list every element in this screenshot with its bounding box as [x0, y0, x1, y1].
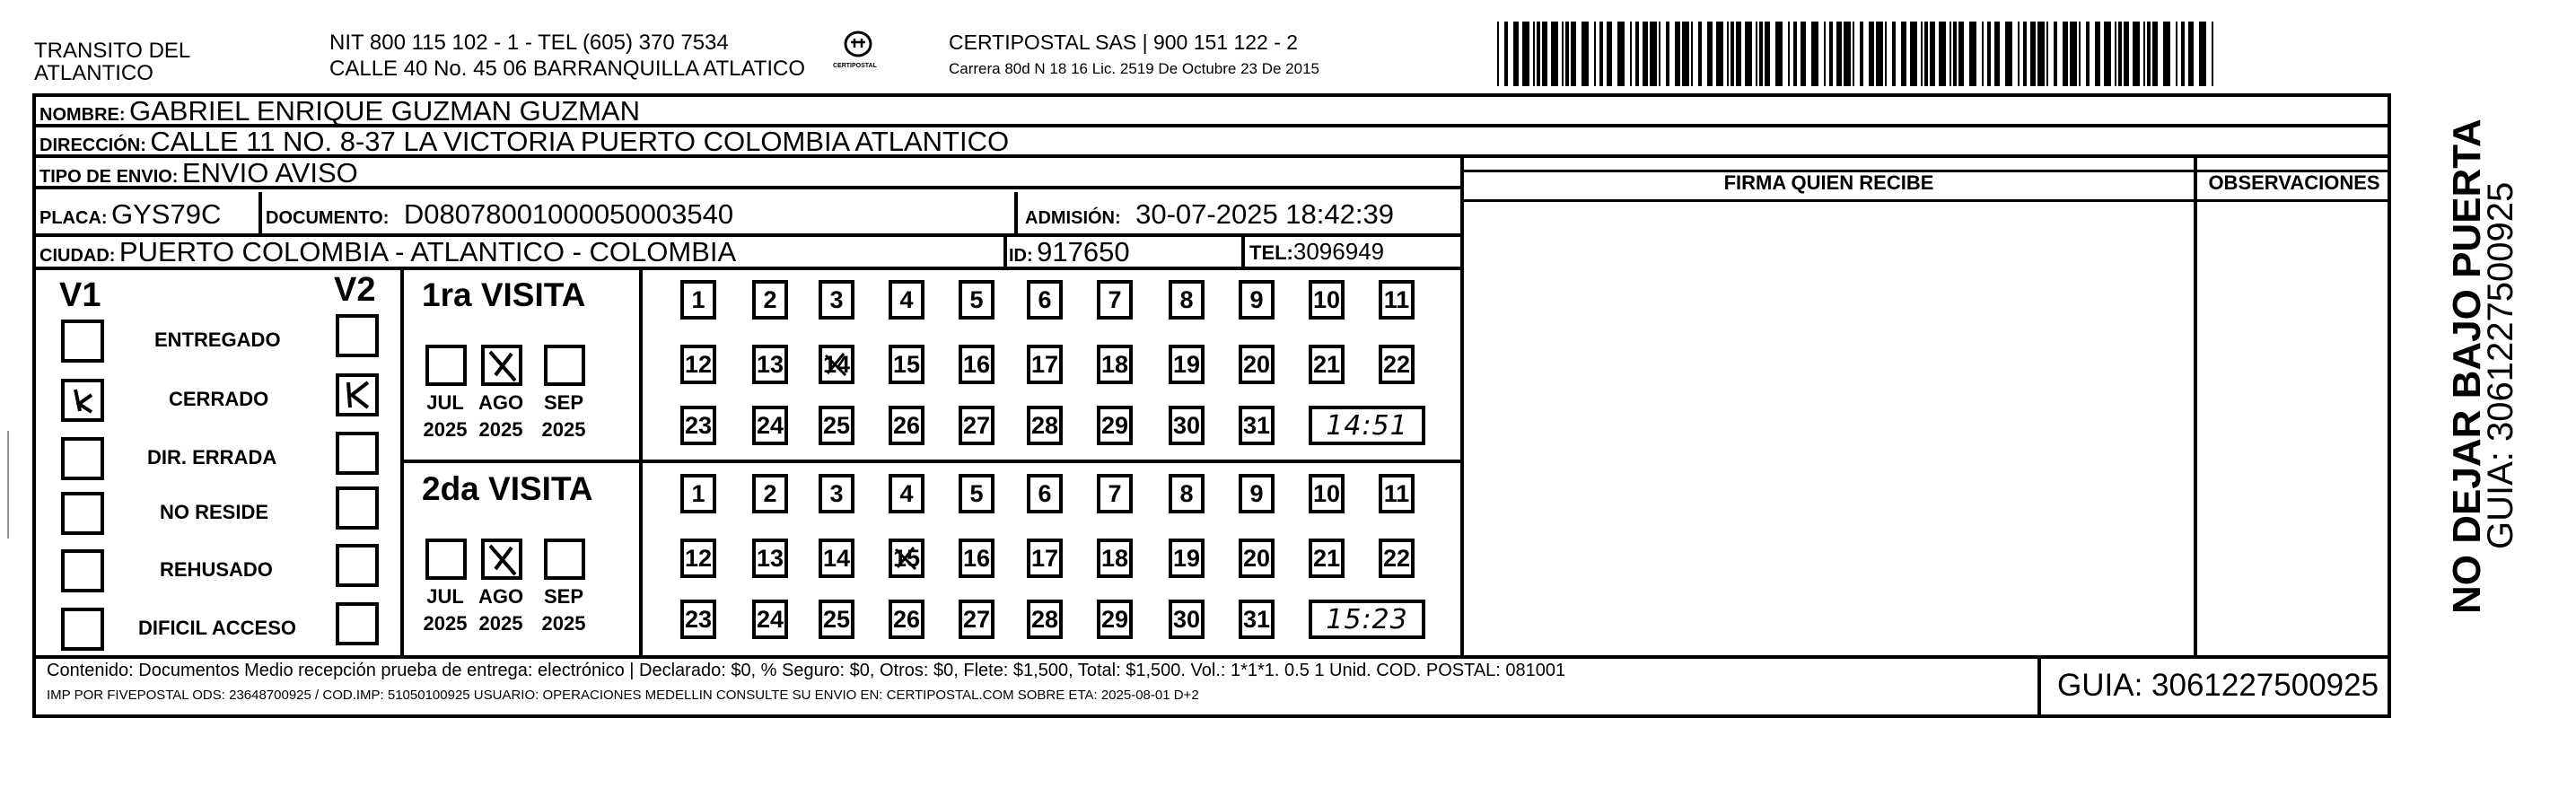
v2-checkbox[interactable]	[336, 314, 379, 357]
barcode-bar	[1950, 22, 1951, 86]
v2-checkbox[interactable]	[336, 544, 379, 587]
day-cell[interactable]: 11	[1379, 474, 1415, 513]
barcode-bar	[1885, 22, 1887, 86]
day-cell[interactable]: 16	[959, 345, 994, 384]
barcode-bar	[2063, 22, 2068, 86]
status-label: ENTREGADO	[154, 329, 281, 351]
firma-header: FIRMA QUIEN RECIBE	[1723, 171, 1934, 194]
nombre-value: GABRIEL ENRIQUE GUZMAN GUZMAN	[129, 95, 640, 127]
barcode-bar	[2086, 22, 2090, 86]
barcode-bar	[1788, 22, 1790, 86]
month-label	[418, 583, 472, 637]
admision-value: 30-07-2025 18:42:39	[1135, 198, 1394, 230]
day-cell[interactable]: 14	[819, 345, 854, 384]
barcode-bar	[1910, 22, 1917, 86]
contenido-line: Contenido: Documentos Medio recepción prueba de entrega: electrónico | Declarado: $0, % Seguro: $0, Otros: $0, Flete: $1,500, Total: $1,500. Vol.: 1*1*1. 0.5 1 Unid. COD. POSTAL: 081001	[47, 661, 1566, 680]
license-line: Carrera 80d N 18 16 Lic. 2519 De Octubre 23 De 2015	[949, 60, 1319, 77]
v1-checkbox[interactable]	[61, 437, 104, 480]
barcode-bar	[2070, 22, 2077, 86]
barcode-bar	[1811, 22, 1818, 86]
day-cell[interactable]: 17	[1027, 345, 1063, 384]
barcode-bar	[1716, 22, 1723, 86]
day-cell[interactable]: 19	[1169, 539, 1205, 578]
barcode-bar	[1562, 22, 1564, 86]
id-field	[1009, 236, 1130, 268]
day-cell[interactable]: 29	[1097, 406, 1133, 445]
day-cell[interactable]: 7	[1097, 280, 1133, 320]
barcode-bar	[2005, 22, 2012, 86]
barcode-bar	[2054, 22, 2057, 86]
day-cell[interactable]: 31	[1239, 600, 1275, 639]
day-cell[interactable]: 29	[1097, 600, 1133, 639]
month-label	[537, 583, 591, 637]
month-year: 2025	[423, 418, 468, 441]
status-label: REHUSADO	[160, 558, 273, 581]
barcode-bar	[1860, 22, 1863, 86]
month-name: JUL	[426, 585, 464, 608]
barcode-bar	[1876, 22, 1883, 86]
day-cell[interactable]: 25	[819, 406, 854, 445]
day-cell[interactable]: 16	[959, 539, 994, 578]
ciudad-label: CIUDAD:	[39, 246, 116, 266]
barcode-bar	[1599, 22, 1603, 86]
day-cell[interactable]: 31	[1239, 406, 1275, 445]
month-checkbox[interactable]	[544, 539, 585, 580]
day-cell[interactable]: 17	[1027, 539, 1063, 578]
day-cell[interactable]: 30	[1169, 406, 1205, 445]
v1-label: V1	[59, 276, 101, 314]
day-cell[interactable]: 27	[959, 600, 994, 639]
tipo-row	[39, 157, 358, 189]
barcode-bar	[2037, 22, 2045, 86]
documento-field	[266, 198, 733, 231]
day-cell[interactable]: 14	[819, 539, 854, 578]
barcode-bar	[1630, 22, 1632, 86]
sender-info	[329, 30, 805, 82]
month-label	[474, 583, 528, 637]
barcode-bar	[2152, 22, 2158, 86]
day-cell[interactable]: 4	[889, 280, 924, 320]
v1-checkbox[interactable]	[61, 320, 104, 363]
month-label	[418, 390, 472, 443]
barcode-bar	[1682, 22, 1689, 86]
side-warning: NO DEJAR BAJO PUERTA	[2445, 118, 2489, 614]
company-info	[949, 29, 1319, 83]
barcode-bar	[1551, 22, 1558, 86]
day-cell[interactable]: 8	[1169, 474, 1205, 513]
day-cell[interactable]: 25	[819, 600, 854, 639]
barcode-bar	[1775, 22, 1783, 86]
day-cell[interactable]: 15	[889, 345, 924, 384]
day-cell[interactable]: 19	[1169, 345, 1205, 384]
day-cell[interactable]: 27	[959, 406, 994, 445]
barcode-bar	[1756, 22, 1757, 86]
day-cell[interactable]: 9	[1239, 280, 1275, 320]
barcode-bar	[1939, 22, 1946, 86]
month-checkbox[interactable]	[481, 539, 522, 580]
barcode-bar	[1522, 22, 1529, 86]
barcode-bar	[1969, 22, 1976, 86]
day-cell[interactable]: 28	[1027, 406, 1063, 445]
day-cell[interactable]: 22	[1379, 345, 1415, 384]
v1-checkbox[interactable]	[61, 549, 104, 592]
month-name: SEP	[543, 585, 584, 608]
barcode-bar	[1513, 22, 1519, 86]
day-cell[interactable]: 6	[1027, 280, 1063, 320]
barcode-bar	[1892, 22, 1896, 86]
status-label: DIR. ERRADA	[147, 446, 277, 469]
barcode-bar	[1675, 22, 1680, 86]
sender-line-1: TRANSITO DEL	[34, 39, 191, 63]
month-name: AGO	[478, 585, 524, 608]
day-cell[interactable]: 13	[752, 539, 788, 578]
day-cell[interactable]: 4	[889, 474, 924, 513]
barcode-bar	[1617, 22, 1625, 86]
barcode-bar	[2046, 22, 2048, 86]
barcode-bar	[2115, 22, 2116, 86]
barcode-bar	[1691, 22, 1693, 86]
barcode-bar	[2030, 22, 2036, 86]
day-cell[interactable]: 28	[1027, 600, 1063, 639]
barcode-bar	[2163, 22, 2170, 86]
barcode-bar	[1582, 22, 1589, 86]
barcode-bar	[2212, 22, 2213, 86]
v1-checkbox[interactable]	[61, 379, 104, 422]
day-cell[interactable]: 23	[680, 406, 716, 445]
barcode-bar	[2079, 22, 2081, 86]
day-cell[interactable]: 24	[752, 600, 788, 639]
barcode-bar	[1698, 22, 1702, 86]
direccion-value: CALLE 11 NO. 8-37 LA VICTORIA PUERTO COLOMBIA ATLANTICO	[150, 126, 1010, 157]
barcode-bar	[1801, 22, 1806, 86]
day-cell[interactable]: 2	[752, 474, 788, 513]
day-cell[interactable]: 12	[680, 539, 716, 578]
ciudad-value: PUERTO COLOMBIA - ATLANTICO - COLOMBIA	[118, 236, 737, 267]
barcode-bar	[1853, 22, 1854, 86]
day-cell[interactable]: 9	[1239, 474, 1275, 513]
logo-text: CERTIPOSTAL	[833, 63, 877, 69]
day-cell[interactable]: 13	[752, 345, 788, 384]
barcode-bar	[1921, 22, 1923, 86]
barcode-bar	[1869, 22, 1874, 86]
barcode-bar	[1829, 22, 1833, 86]
month-label	[537, 390, 591, 443]
barcode-bar	[1635, 22, 1639, 86]
barcode-bar	[2133, 22, 2140, 86]
month-name: JUL	[426, 391, 464, 414]
month-checkbox[interactable]	[425, 539, 467, 580]
company-line: CERTIPOSTAL SAS | 900 151 122 - 2	[949, 31, 1299, 54]
admision-field	[1025, 198, 1394, 231]
day-cell[interactable]: 24	[752, 406, 788, 445]
day-cell[interactable]: 5	[959, 474, 994, 513]
barcode-bar	[1793, 22, 1797, 86]
barcode-bar	[2199, 22, 2206, 86]
sender-line-2: ATLANTICO	[34, 61, 153, 85]
barcode-bar	[1643, 22, 1648, 86]
visit-title: 2da VISITA	[422, 470, 593, 507]
day-cell[interactable]: 3	[819, 474, 854, 513]
month-name: SEP	[543, 391, 584, 414]
barcode-bar	[1958, 22, 1964, 86]
barcode-bar	[1650, 22, 1657, 86]
barcode-bar	[1571, 22, 1576, 86]
status-label: CERRADO	[169, 388, 269, 410]
day-cell[interactable]: 10	[1309, 280, 1345, 320]
barcode-bar	[1994, 22, 2000, 86]
day-cell[interactable]: 30	[1169, 600, 1205, 639]
barcode-bar	[2181, 22, 2185, 86]
barcode	[1497, 22, 2221, 86]
day-cell[interactable]: 3	[819, 280, 854, 320]
month-year: 2025	[541, 418, 586, 441]
barcode-bar	[1844, 22, 1851, 86]
day-cell[interactable]: 6	[1027, 474, 1063, 513]
barcode-bar	[1727, 22, 1729, 86]
nombre-label: NOMBRE:	[39, 105, 126, 125]
barcode-bar	[2176, 22, 2177, 86]
barcode-bar	[1537, 22, 1540, 86]
day-cell[interactable]: 26	[889, 600, 924, 639]
month-checkbox[interactable]	[425, 345, 467, 386]
barcode-bar	[1765, 22, 1770, 86]
day-cell[interactable]: 2	[752, 280, 788, 320]
admision-label: ADMISIÓN:	[1025, 208, 1121, 228]
day-cell[interactable]: 18	[1097, 539, 1133, 578]
barcode-bar	[1504, 22, 1508, 86]
barcode-bar	[1707, 22, 1713, 86]
nit-line: NIT 800 115 102 - 1 - TEL (605) 370 7534	[329, 31, 729, 55]
id-label: ID:	[1009, 246, 1033, 266]
day-cell[interactable]: 5	[959, 280, 994, 320]
barcode-bar	[1930, 22, 1935, 86]
v1-checkbox[interactable]	[61, 492, 104, 535]
barcode-bar	[1666, 22, 1669, 86]
month-checkbox[interactable]	[481, 345, 522, 386]
tel-field	[1249, 238, 1384, 266]
v2-checkbox[interactable]	[336, 373, 379, 416]
barcode-bar	[1901, 22, 1906, 86]
barcode-bar	[1542, 22, 1547, 86]
month-year: 2025	[478, 418, 523, 441]
barcode-bar	[1594, 22, 1596, 86]
day-cell[interactable]: 11	[1379, 280, 1415, 320]
footer-guia: GUIA: 3061227500925	[2057, 668, 2379, 703]
nombre-row	[39, 95, 640, 127]
barcode-bar	[1730, 22, 1734, 86]
placa-label: PLACA:	[39, 208, 108, 228]
day-cell[interactable]: 12	[680, 345, 716, 384]
ciudad-field	[39, 236, 736, 268]
documento-value: D08078001000050003540	[403, 198, 734, 230]
tel-value: 3096949	[1292, 238, 1385, 265]
v2-checkbox[interactable]	[336, 432, 379, 475]
day-cell[interactable]: 21	[1309, 345, 1345, 384]
sender-name	[34, 39, 190, 84]
barcode-bar	[2095, 22, 2100, 86]
tel-label: TEL:	[1249, 241, 1293, 264]
barcode-bar	[1497, 22, 1499, 86]
barcode-bar	[1953, 22, 1957, 86]
status-label: NO RESIDE	[160, 501, 269, 523]
month-year: 2025	[478, 612, 523, 635]
month-year: 2025	[541, 612, 586, 635]
month-label	[474, 390, 528, 443]
scan-edge-mark	[7, 431, 9, 539]
month-name: AGO	[478, 391, 524, 414]
status-label: DIFICIL ACCESO	[138, 617, 297, 639]
barcode-bar	[2023, 22, 2027, 86]
barcode-bar	[1924, 22, 1928, 86]
sender-address: CALLE 40 No. 45 06 BARRANQUILLA ATLATICO	[329, 57, 806, 81]
barcode-bar	[1836, 22, 1842, 86]
day-cell[interactable]: 20	[1239, 345, 1275, 384]
barcode-bar	[2104, 22, 2111, 86]
barcode-bar	[1736, 22, 1741, 86]
barcode-bar	[1759, 22, 1763, 86]
month-checkbox[interactable]	[544, 345, 585, 386]
day-cell[interactable]: 10	[1309, 474, 1345, 513]
barcode-bar	[1607, 22, 1612, 86]
month-year: 2025	[423, 612, 468, 635]
documento-label: DOCUMENTO:	[266, 208, 390, 228]
barcode-bar	[1987, 22, 1991, 86]
barcode-bar	[2188, 22, 2194, 86]
day-cell[interactable]: 1	[680, 474, 716, 513]
day-cell[interactable]: 20	[1239, 539, 1275, 578]
barcode-bar	[1533, 22, 1535, 86]
day-cell[interactable]: 26	[889, 406, 924, 445]
day-cell[interactable]: 8	[1169, 280, 1205, 320]
barcode-bar	[2118, 22, 2122, 86]
placa-value: GYS79C	[111, 198, 222, 230]
v2-checkbox[interactable]	[336, 486, 379, 530]
barcode-bar	[1745, 22, 1752, 86]
barcode-bar	[2124, 22, 2129, 86]
barcode-bar	[1659, 22, 1660, 86]
barcode-bar	[1982, 22, 1984, 86]
barcode-bar	[1565, 22, 1569, 86]
id-value: 917650	[1037, 236, 1130, 267]
v2-label: V2	[334, 271, 376, 309]
barcode-bar	[1824, 22, 1826, 86]
visit-title: 1ra VISITA	[422, 276, 586, 313]
v2-checkbox[interactable]	[336, 602, 379, 645]
barcode-bar	[2147, 22, 2151, 86]
day-cell[interactable]: 18	[1097, 345, 1133, 384]
visit-time: 15:23	[1309, 600, 1425, 639]
observaciones-header: OBSERVACIONES	[2208, 171, 2380, 194]
day-cell[interactable]: 23	[680, 600, 716, 639]
certipostal-logo	[831, 27, 885, 81]
tipo-label: TIPO DE ENVIO:	[39, 167, 179, 187]
imp-line: IMP POR FIVEPOSTAL ODS: 23648700925 / COD.IMP: 51050100925 USUARIO: OPERACIONES MEDELLIN CONSULTE SU ENVIO EN: CERTIPOSTAL.COM SOBRE ETA: 2025-08-01 D+2	[47, 688, 1199, 703]
day-cell[interactable]: 21	[1309, 539, 1345, 578]
day-cell[interactable]: 22	[1379, 539, 1415, 578]
v1-checkbox[interactable]	[61, 608, 104, 651]
direccion-label: DIRECCIÓN:	[39, 136, 146, 155]
barcode-bar	[2018, 22, 2020, 86]
day-cell[interactable]: 15	[889, 539, 924, 578]
day-cell[interactable]: 1	[680, 280, 716, 320]
direccion-row	[39, 126, 1009, 158]
day-cell[interactable]: 7	[1097, 474, 1133, 513]
visit-time: 14:51	[1309, 406, 1425, 445]
tipo-value: ENVIO AVISO	[181, 157, 358, 188]
placa-field	[39, 198, 221, 231]
side-guia: GUIA: 3061227500925	[2481, 181, 2520, 549]
barcode-bar	[2143, 22, 2145, 86]
